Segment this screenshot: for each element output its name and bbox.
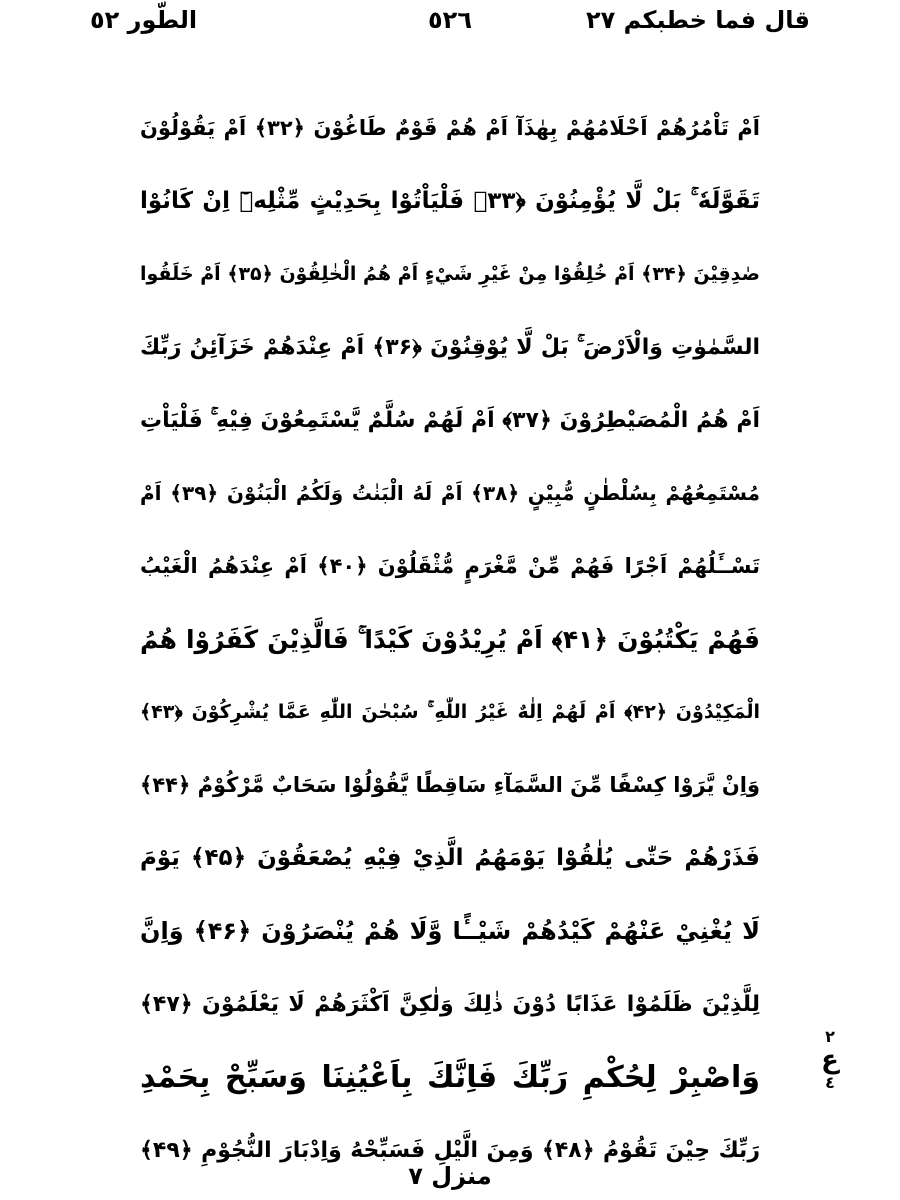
manzil-footer: منزل ۷	[408, 1162, 492, 1190]
text-line: لِلَّذِيْنَ ظَلَمُوْا عَذَابًا دُوْنَ ذٰلِكَ وَلٰكِنَّ اَكْثَرَهُمْ لَا يَعْلَمُوْنَ ﴿۴۷﴾	[140, 992, 760, 1017]
text-line: فَذَرْهُمْ حَتّٰى يُلٰقُوْا يَوْمَهُمُ الَّذِيْ فِيْهِ يُصْعَقُوْنَ ﴿۴۵﴾ يَوْمَ	[140, 845, 760, 871]
text-line: وَاصْبِرْ لِحُكْمِ رَبِّكَ فَاِنَّكَ بِاَعْيُنِنَا وَسَبِّحْ بِحَمْدِ	[140, 1060, 760, 1095]
text-line: مُسْتَمِعُهُمْ بِسُلْطٰنٍ مُّبِيْنٍ ﴿۳۸﴾ اَمْ لَهُ الْبَنٰتُ وَلَكُمُ الْبَنُوْنَ ﴿۳۹﴾ اَمْ	[140, 481, 760, 505]
text-line: اَمْ تَاْمُرُهُمْ اَحْلَامُهُمْ بِهٰذَآ اَمْ هُمْ قَوْمٌ طَاغُوْنَ ﴿۳۲﴾ اَمْ يَقُوْلُوْنَ	[140, 116, 760, 140]
text-line: صٰدِقِيْنَ ﴿۳۴﴾ اَمْ خُلِقُوْا مِنْ غَيْرِ شَيْءٍ اَمْ هُمُ الْخٰلِقُوْنَ ﴿۳۵﴾ اَمْ خَلَقُوا	[140, 263, 760, 285]
ruku-count: ٤	[825, 1073, 835, 1093]
ruku-symbol: ع	[821, 1044, 839, 1075]
juz-title: قال فما خطبكم ٢٧	[586, 6, 810, 34]
text-line: تَقَوَّلَهٗ ۚ بَلْ لَّا يُؤْمِنُوْنَ ﴿۳۳﴾ فَلْيَاْتُوْا بِحَدِيْثٍ مِّثْلِهٖٓ اِنْ كَانُوْا	[140, 188, 760, 214]
text-line: اَمْ هُمُ الْمُصَيْطِرُوْنَ ﴿۳۷﴾ اَمْ لَهُمْ سُلَّمٌ يَّسْتَمِعُوْنَ فِيْهِ ۚ فَلْيَاْتِ	[140, 408, 760, 433]
text-line: لَا يُغْنِيْ عَنْهُمْ كَيْدُهُمْ شَيْــًٔا وَّلَا هُمْ يُنْصَرُوْنَ ﴿۴۶﴾ وَاِنَّ	[140, 917, 760, 945]
ruku-marker	[812, 1028, 848, 1092]
surah-title: الطّور ٥٢	[90, 6, 198, 34]
text-line: رَبِّكَ حِيْنَ تَقُوْمُ ﴿۴۸﴾ وَمِنَ الَّيْلِ فَسَبِّحْهُ وَاِدْبَارَ النُّجُوْمِ ﴿۴۹﴾	[140, 1138, 760, 1163]
page-header	[90, 6, 810, 40]
quran-text-block	[140, 92, 760, 1187]
ruku-number: ٢	[825, 1027, 835, 1046]
page-number: ٥٢٦	[428, 6, 472, 34]
text-line: الْمَكِيْدُوْنَ ﴿۴۲﴾ اَمْ لَهُمْ اِلٰهٌ غَيْرُ اللّٰهِ ۚ سُبْحٰنَ اللّٰهِ عَمَّا يُشْرِكُوْنَ ﴿۴۳﴾	[140, 701, 760, 723]
text-line: وَاِنْ يَّرَوْا كِسْفًا مِّنَ السَّمَآءِ سَاقِطًا يَّقُوْلُوْا سَحَابٌ مَّرْكُوْمٌ ﴿۴۴﴾	[140, 773, 760, 797]
text-line: فَهُمْ يَكْتُبُوْنَ ﴿۴۱﴾ اَمْ يُرِيْدُوْنَ كَيْدًا ۚ فَالَّذِيْنَ كَفَرُوْا هُمُ	[140, 625, 760, 654]
text-line: السَّمٰوٰتِ وَالْاَرْضَ ۚ بَلْ لَّا يُوْقِنُوْنَ ﴿۳۶﴾ اَمْ عِنْدَهُمْ خَزَآئِنُ رَبِّكَ	[140, 335, 760, 360]
text-line: تَسْــَٔلُهُمْ اَجْرًا فَهُمْ مِّنْ مَّغْرَمٍ مُّثْقَلُوْنَ ﴿۴۰﴾ اَمْ عِنْدَهُمُ الْغَيْبُ	[140, 554, 760, 578]
